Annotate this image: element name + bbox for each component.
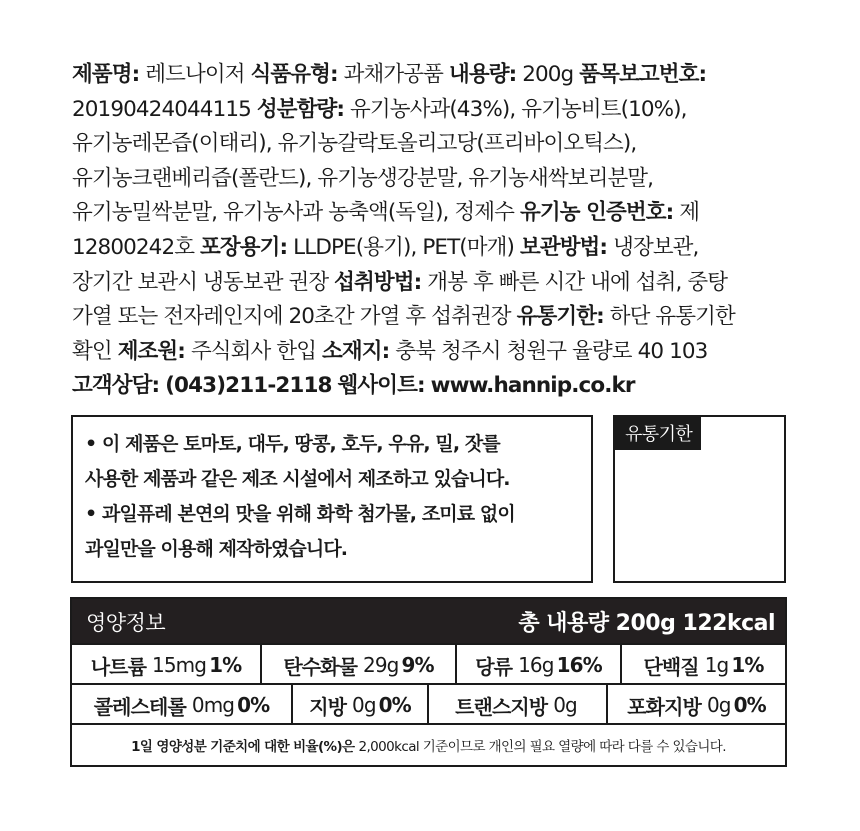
nutrient-percent: 1% xyxy=(209,653,242,677)
expiry-date-box xyxy=(613,415,786,583)
nutrition-title: 영양정보 xyxy=(86,611,166,635)
nutrient-percent: 9% xyxy=(401,653,434,677)
storage-label: 보관방법: xyxy=(519,234,608,260)
info-line-10 xyxy=(72,369,802,404)
nutrient-amount: 16g xyxy=(518,653,554,677)
nutrient-name: 당류 xyxy=(475,654,513,679)
organic-cert-prefix: 제 xyxy=(679,200,700,226)
ingredients-1: 유기농사과(43%), 유기농비트(10%), xyxy=(349,96,687,122)
product-name-label: 제품명: xyxy=(72,62,140,87)
info-line-1 xyxy=(72,58,802,93)
warning-line-2: 사용한 제품과 같은 제조 시설에서 제조하고 있습니다. xyxy=(85,468,510,490)
expiry-box-label: 유통기한 xyxy=(615,417,701,450)
packaging: LLDPE(용기), PET(마개) xyxy=(293,234,515,260)
nutrient-name: 단백질 xyxy=(643,654,699,679)
nutrient-name: 트랜스지방 xyxy=(455,694,548,719)
footnote-text: 2,000kcal 기준이므로 개인의 필요 열량에 따라 다를 수 있습니다. xyxy=(358,739,726,755)
warning-line-1: • 이 제품은 토마토, 대두, 땅콩, 호두, 우유, 밀, 잣를 xyxy=(85,433,500,455)
ingredients-3: 유기농크랜베리즙(폴란드), 유기농생강분말, 유기농새싹보리분말, xyxy=(72,165,654,191)
manufacturer-label: 제조원: xyxy=(117,338,185,364)
nutrition-total: 총 내용량 200g 122kcal xyxy=(518,611,775,636)
nutrient-percent: 16% xyxy=(556,653,602,677)
nutrient-amount: 29g xyxy=(363,653,399,677)
footnote-bold: 1일 영양성분 기준치에 대한 비율(%)은 xyxy=(131,739,355,755)
info-line-5 xyxy=(72,196,802,231)
info-line-9 xyxy=(72,335,802,370)
warning-line-4: 과일만을 이용해 제작하였습니다. xyxy=(85,538,348,560)
website: www.hannip.co.kr xyxy=(430,373,635,399)
intake-label: 섭취방법: xyxy=(334,269,422,295)
nutrition-row-1 xyxy=(72,643,785,685)
nutrition-row-2 xyxy=(72,683,785,725)
nutrient-cell-protein xyxy=(622,645,785,685)
ingredients-label: 성분함량: xyxy=(256,96,345,122)
packaging-label: 포장용기: xyxy=(200,234,288,260)
nutrient-name: 콜레스테롤 xyxy=(93,694,186,719)
net-weight-label: 내용량: xyxy=(448,62,517,87)
nutrient-cell-cholesterol xyxy=(72,685,293,725)
website-label: 웹사이트: xyxy=(337,373,425,399)
organic-cert-label: 유기농 인증번호: xyxy=(519,200,674,226)
manufacturer: 주식회사 한입 xyxy=(190,338,317,364)
intake-2: 가열 또는 전자레인지에 20초간 가열 후 섭취권장 xyxy=(72,304,511,330)
nutrient-percent: 0% xyxy=(733,693,766,717)
storage-1: 냉장보관, xyxy=(613,234,699,260)
net-weight: 200g xyxy=(522,62,574,87)
food-type-label: 식품유형: xyxy=(250,62,338,87)
nutrient-amount: 15mg xyxy=(152,653,207,677)
allergen-warning-box xyxy=(71,415,593,583)
product-info xyxy=(72,58,802,404)
nutrient-percent: 0% xyxy=(237,693,270,717)
info-line-6 xyxy=(72,231,802,266)
expiry-1: 하단 유통기한 xyxy=(609,304,735,330)
info-line-2 xyxy=(72,93,802,128)
intake-1: 개봉 후 빠른 시간 내에 섭취, 중탕 xyxy=(427,269,728,295)
nutrition-header xyxy=(72,599,785,643)
info-line-8 xyxy=(72,300,802,335)
nutrient-cell-sodium xyxy=(72,645,262,685)
nutrient-cell-carbohydrate xyxy=(262,645,457,685)
organic-cert-no: 12800242호 xyxy=(72,234,195,260)
storage-2: 장기간 보관시 냉동보관 권장 xyxy=(72,269,329,295)
report-no-label: 품목보고번호: xyxy=(579,62,707,87)
contact-label: 고객상담: xyxy=(72,373,160,399)
info-line-4 xyxy=(72,162,802,197)
nutrient-cell-trans-fat xyxy=(429,685,608,725)
nutrient-name: 나트륨 xyxy=(90,654,147,679)
ingredients-2: 유기농레몬즙(이태리), 유기농갈락토올리고당(프리바이오틱스), xyxy=(72,131,637,157)
nutrient-cell-fat xyxy=(293,685,429,725)
product-name: 레드나이저 xyxy=(145,62,245,87)
nutrient-cell-sugars xyxy=(457,645,622,685)
address: 충북 청주시 청원구 율량로 40 103 xyxy=(395,338,708,364)
nutrient-amount: 0mg xyxy=(191,693,235,717)
nutrition-footnote xyxy=(72,723,785,765)
address-label: 소재지: xyxy=(322,338,390,364)
expiry-label: 유통기한: xyxy=(516,304,604,330)
nutrient-percent: 0% xyxy=(378,693,411,717)
warning-line-3: • 과일퓨레 본연의 맛을 위해 화학 첨가물, 조미료 없이 xyxy=(85,503,515,525)
nutrient-amount: 0g xyxy=(352,693,376,717)
nutrient-amount: 0g xyxy=(553,693,577,717)
nutrient-cell-saturated-fat xyxy=(608,685,785,725)
expiry-2: 확인 xyxy=(72,338,112,364)
nutrient-percent: 1% xyxy=(731,653,764,677)
contact: (043)211-2118 xyxy=(165,373,332,399)
nutrient-name: 탄수화물 xyxy=(283,654,358,679)
nutrient-amount: 1g xyxy=(704,653,729,677)
nutrition-table xyxy=(70,597,787,767)
nutrient-name: 포화지방 xyxy=(627,694,701,719)
nutrient-name: 지방 xyxy=(309,694,347,719)
info-line-7 xyxy=(72,266,802,301)
food-type: 과채가공품 xyxy=(343,62,444,87)
nutrient-amount: 0g xyxy=(706,693,731,717)
ingredients-4: 유기농밀싹분말, 유기농사과 농축액(독일), 정제수 xyxy=(72,200,515,226)
info-line-3 xyxy=(72,127,802,162)
report-no: 20190424044115 xyxy=(72,96,251,122)
